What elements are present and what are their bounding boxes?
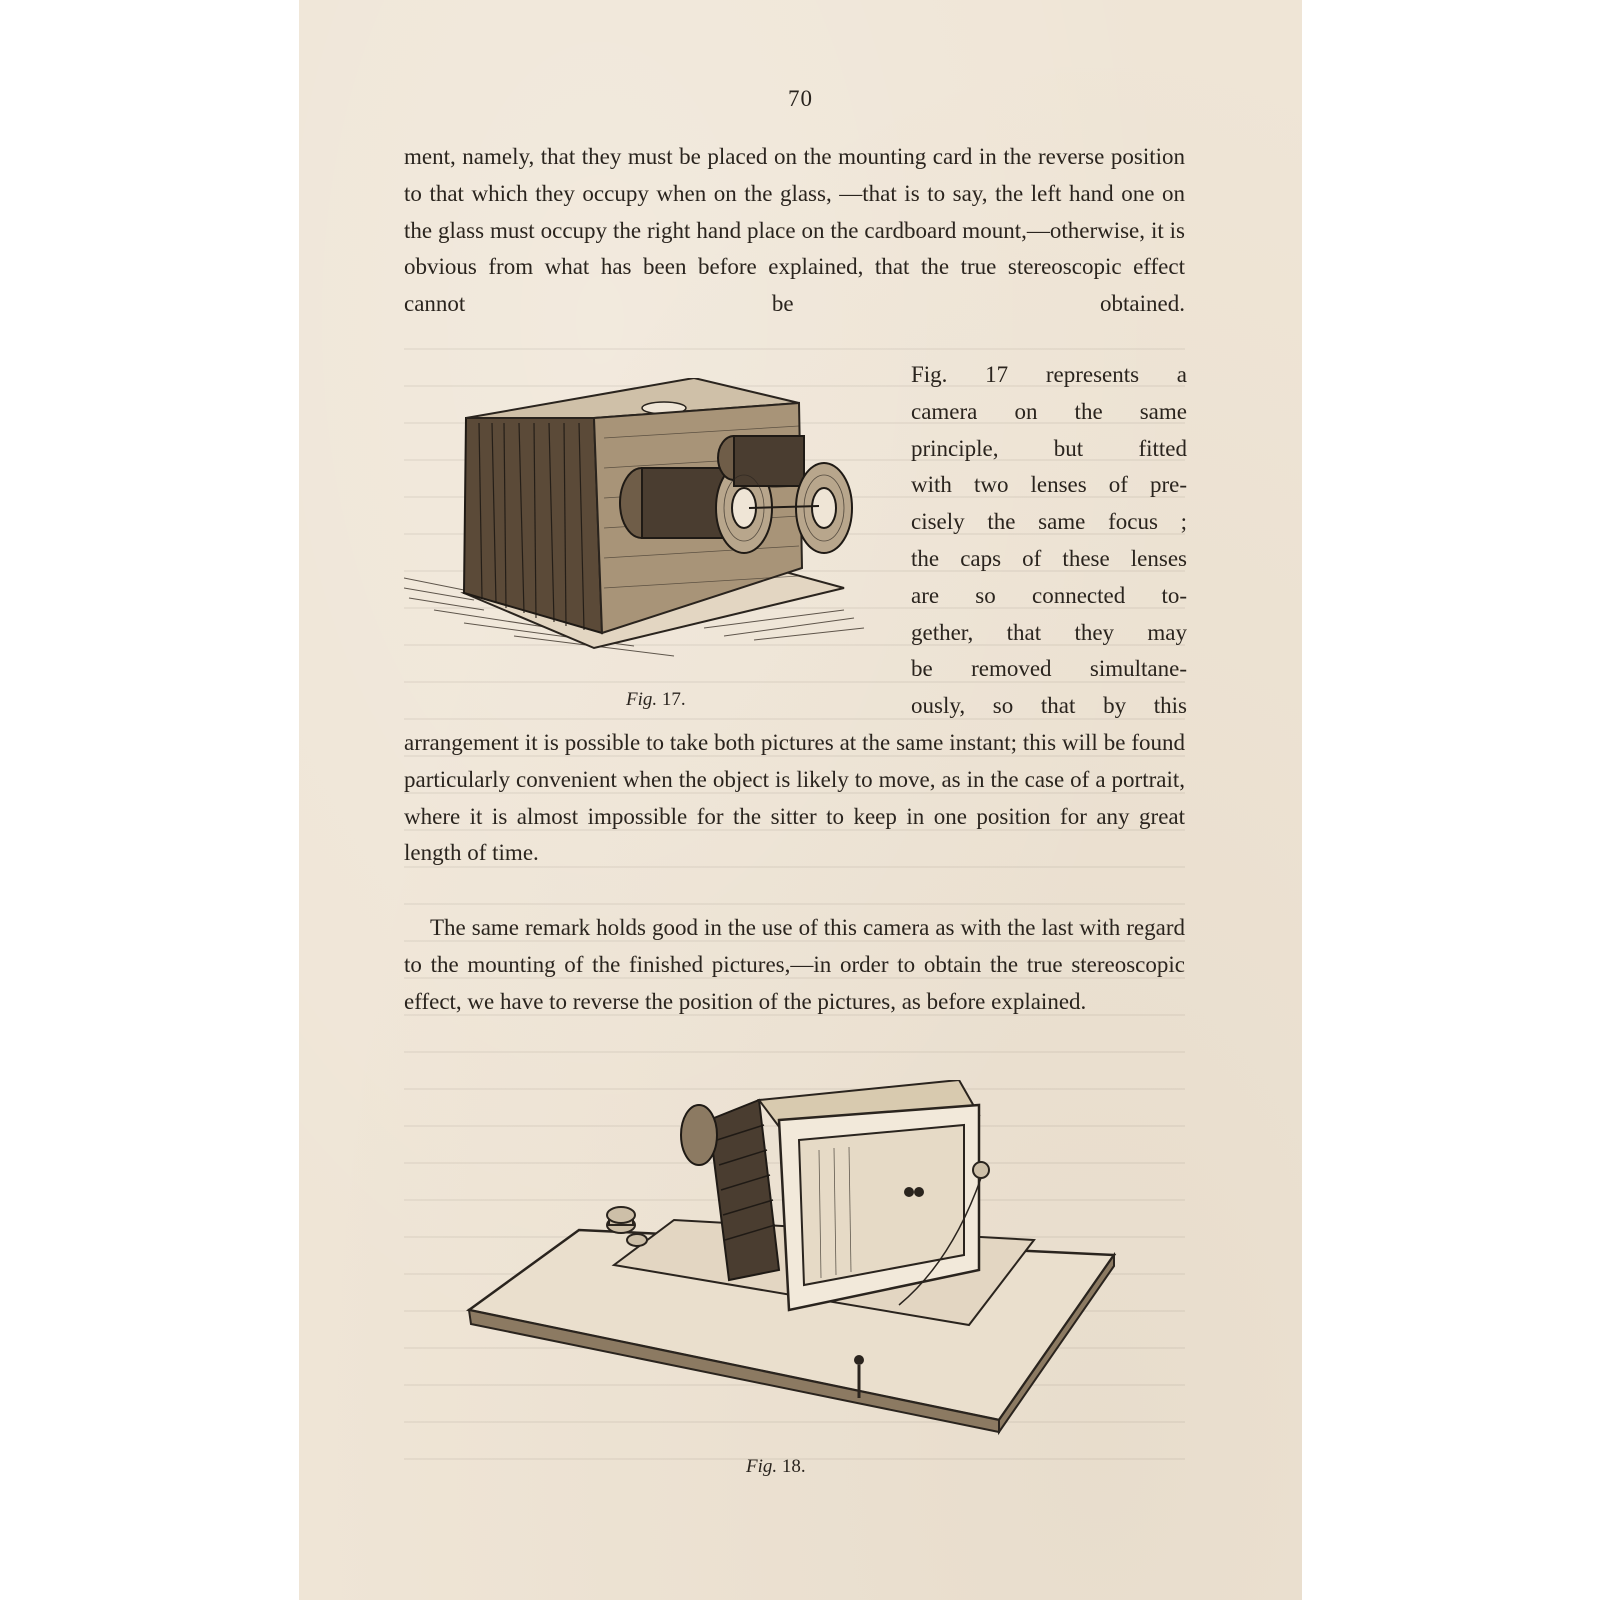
fig18-caption-label: Fig. xyxy=(746,1456,778,1477)
side-line: the caps of these lenses xyxy=(911,545,1187,571)
fig17-illustration xyxy=(404,378,884,668)
fig18-caption-number: 18. xyxy=(781,1456,806,1477)
fig17-caption-label: Fig. xyxy=(626,689,658,710)
side-line: with two lenses of pre- xyxy=(911,472,1187,498)
side-line: cisely the same focus ; xyxy=(911,509,1187,535)
fig17-caption xyxy=(626,689,686,711)
side-line: Fig. 17 represents a xyxy=(911,362,1187,387)
side-line: ously, so that by this xyxy=(911,693,1187,719)
side-line: be removed simultane- xyxy=(911,656,1187,682)
fig17-caption-number: 17. xyxy=(661,689,686,710)
top-paragraph: ment, namely, that they must be placed on the mounting card in the reverse position to that which they occupy when on the glass, —that is to say, the left hand one on the glass must occupy the right hand place on the cardboard mount,—otherwise, it is obvious from what has been before explained, that the true stereoscopic effect cannot be obtained. xyxy=(404,144,1185,317)
fig18-illustration xyxy=(459,1080,1149,1460)
side-column-text xyxy=(911,357,1187,725)
page-number: 70 xyxy=(788,86,813,111)
side-line: are so connected to- xyxy=(911,582,1187,608)
book-page xyxy=(299,0,1302,1600)
mid-paragraph: arrangement it is possible to take both pictures at the same instant; this will be found particularly convenient when the object is likely to move, as in the case of a portrait, where it is almost impossible for the sitter to keep in one position for any great length of time. xyxy=(404,730,1185,866)
side-line: gether, that they may xyxy=(911,619,1187,645)
side-line: principle, but fitted xyxy=(911,435,1187,461)
fig18-caption xyxy=(746,1456,806,1478)
second-paragraph: The same remark holds good in the use of this camera as with the last with regard to the mounting of the finished pictures,—in order to obtain the true stereoscopic effect, we have to reverse the position of the pictures, as before explained. xyxy=(404,915,1185,1014)
side-line: camera on the same xyxy=(911,398,1187,424)
